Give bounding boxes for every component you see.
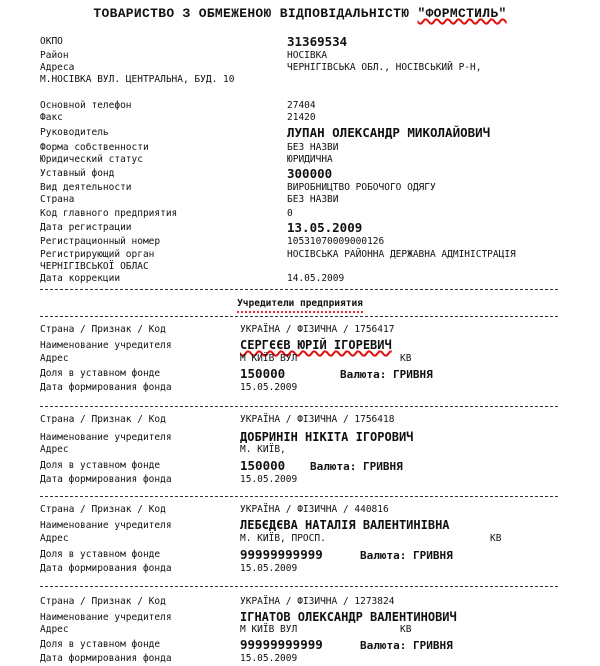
founder-country-value: УКРАЇНА / ФІЗИЧНА / 1756417 [240, 324, 395, 335]
founder-country-label: Страна / Признак / Код [40, 596, 166, 607]
separator [40, 496, 558, 497]
country-row [0, 194, 600, 207]
okpo-label: ОКПО [40, 36, 63, 47]
region-label: Район [40, 50, 69, 61]
founder-country-label: Страна / Признак / Код [40, 504, 166, 515]
founder-address-label: Адрес [40, 533, 69, 544]
founder-address-label: Адрес [40, 444, 69, 455]
director-row [0, 127, 600, 140]
activity-label: Вид деятельности [40, 182, 132, 193]
region-value: НОСІВКА [287, 50, 328, 61]
founder-4-country-row [0, 596, 600, 609]
founder-formed-value: 15.05.2009 [240, 382, 298, 393]
founder-name-label: Наименование учредителя [40, 340, 172, 351]
founder-4-address-row [0, 624, 600, 637]
founder-name-label: Наименование учредителя [40, 612, 172, 623]
founder-address-value: М КИЇВ ВУЛ [240, 353, 298, 364]
founder-country-label: Страна / Признак / Код [40, 324, 166, 335]
founder-address-label: Адрес [40, 353, 69, 364]
title-brand: "ФОРМСТИЛЬ" [417, 6, 507, 21]
address-label: Адреса [40, 62, 75, 73]
founder-share-label: Доля в уставном фонде [40, 549, 161, 560]
founders-title [0, 298, 600, 309]
country-value: БЕЗ НАЗВИ [287, 194, 339, 205]
founder-3-name-row [0, 520, 600, 533]
founder-formed-label: Дата формирования фонда [40, 474, 172, 485]
fax-value: 21420 [287, 112, 316, 123]
correction-date-row [0, 273, 600, 286]
founder-address-value: М КИЇВ ВУЛ [240, 624, 298, 635]
fax-row [0, 112, 600, 125]
founder-name-value [240, 338, 392, 352]
phone-value: 27404 [287, 100, 316, 111]
founder-share-value: 99999999999 [240, 547, 323, 562]
address-line2: М.НОСІВКА ВУЛ. ЦЕНТРАЛЬНА, БУД. 10 [40, 74, 235, 85]
founder-2-share-row [0, 460, 600, 473]
founder-country-value: УКРАЇНА / ФІЗИЧНА / 440816 [240, 504, 389, 515]
founder-address-kv: КВ [400, 624, 412, 635]
founder-currency: Валюта: ГРИВНЯ [340, 368, 433, 381]
legal-status-value: ЮРИДИЧНА [287, 154, 333, 165]
separator [40, 316, 558, 317]
okpo-row [0, 36, 600, 49]
founder-formed-value: 15.05.2009 [240, 474, 298, 485]
correction-date-value: 14.05.2009 [287, 273, 345, 284]
reg-authority-line2: ЧЕРНІГІВСЬКОЇ ОБЛАС [40, 261, 149, 272]
separator [40, 289, 558, 290]
separator [40, 586, 558, 587]
reg-date-value: 13.05.2009 [287, 220, 363, 235]
address-line1: ЧЕРНІГІВСЬКА ОБЛ., НОСІВСЬКИЙ Р-Н, [287, 62, 482, 73]
reg-number-value: 10531070009000126 [287, 236, 385, 247]
country-label: Страна [40, 194, 75, 205]
founder-formed-label: Дата формирования фонда [40, 382, 172, 393]
founder-3-share-row [0, 549, 600, 562]
document-title [0, 6, 600, 21]
ownership-value: БЕЗ НАЗВИ [287, 142, 339, 153]
parent-code-value: 0 [287, 208, 293, 219]
separator [40, 406, 558, 407]
founder-country-label: Страна / Признак / Код [40, 414, 166, 425]
founder-1-country-row [0, 324, 600, 337]
founder-address-label: Адрес [40, 624, 69, 635]
founder-currency: Валюта: ГРИВНЯ [360, 639, 453, 652]
founder-formed-value: 15.05.2009 [240, 563, 298, 574]
founder-share-label: Доля в уставном фонде [40, 368, 161, 379]
founder-address-value: М. КИЇВ, [240, 444, 286, 455]
founder-share-label: Доля в уставном фонде [40, 639, 161, 650]
founder-address-kv: КВ [490, 533, 502, 544]
founder-name-text: СЕРГЄЄВ ЮРІЙ ІГОРЕВИЧ [240, 338, 392, 352]
founder-3-address-row [0, 533, 600, 546]
ownership-label: Форма собственности [40, 142, 149, 153]
activity-value: ВИРОБНИЦТВО РОБОЧОГО ОДЯГУ [287, 182, 436, 193]
founder-address-kv: КВ [400, 353, 412, 364]
founder-1-formed-row [0, 382, 600, 395]
founder-name-label: Наименование учредителя [40, 432, 172, 443]
founder-currency: Валюта: ГРИВНЯ [360, 549, 453, 562]
capital-value: 300000 [287, 166, 333, 181]
parent-code-label: Код главного предприятия [40, 208, 178, 219]
title-prefix: ТОВАРИСТВО З ОБМЕЖЕНОЮ ВІДПОВІДАЛЬНІСТЮ [93, 6, 418, 21]
legal-status-label: Юридический статус [40, 154, 143, 165]
founder-2-address-row [0, 444, 600, 457]
founder-2-formed-row [0, 474, 600, 487]
reg-number-label: Регистрационный номер [40, 236, 161, 247]
correction-date-label: Дата коррекции [40, 273, 121, 284]
founder-country-value: УКРАЇНА / ФІЗИЧНА / 1756418 [240, 414, 395, 425]
founder-formed-value: 15.05.2009 [240, 653, 298, 664]
founder-formed-label: Дата формирования фонда [40, 653, 172, 664]
founder-share-value: 150000 [240, 366, 286, 381]
founder-name-value: ІГНАТОВ ОЛЕКСАНДР ВАЛЕНТИНОВИЧ [240, 610, 457, 624]
founder-1-address-row [0, 353, 600, 366]
founders-title-text: Учредители предприятия [237, 298, 363, 313]
founder-3-country-row [0, 504, 600, 517]
founder-share-value: 99999999999 [240, 637, 323, 652]
capital-row [0, 168, 600, 181]
director-label: Руководитель [40, 127, 109, 138]
founder-name-value: ДОБРИНІН НІКІТА ІГОРОВИЧ [240, 430, 414, 444]
capital-label: Уставный фонд [40, 168, 115, 179]
founder-formed-label: Дата формирования фонда [40, 563, 172, 574]
founder-address-value: М. КИЇВ, ПРОСП. [240, 533, 326, 544]
founder-4-formed-row [0, 653, 600, 666]
reg-number-row [0, 236, 600, 249]
founder-name-value: ЛЕБЄДЄВА НАТАЛІЯ ВАЛЕНТИНІВНА [240, 518, 450, 532]
founder-share-value: 150000 [240, 458, 286, 473]
founder-2-country-row [0, 414, 600, 427]
founder-currency: Валюта: ГРИВНЯ [310, 460, 403, 473]
phone-label: Основной телефон [40, 100, 132, 111]
fax-label: Факс [40, 112, 63, 123]
founder-1-share-row [0, 368, 600, 381]
founder-country-value: УКРАЇНА / ФІЗИЧНА / 1273824 [240, 596, 395, 607]
address-row-2 [0, 74, 600, 87]
founder-name-label: Наименование учредителя [40, 520, 172, 531]
reg-date-label: Дата регистрации [40, 222, 132, 233]
okpo-value: 31369534 [287, 34, 348, 49]
reg-authority-line1: НОСІВСЬКА РАЙОННА ДЕРЖАВНА АДМІНІСТРАЦІЯ [287, 249, 516, 260]
founder-4-share-row [0, 639, 600, 652]
reg-authority-label: Регистрирующий орган [40, 249, 155, 260]
founder-1-name-row [0, 340, 600, 353]
reg-date-row [0, 222, 600, 235]
director-value: ЛУПАН ОЛЕКСАНДР МИКОЛАЙОВИЧ [287, 125, 491, 140]
founder-3-formed-row [0, 563, 600, 576]
founder-share-label: Доля в уставном фонде [40, 460, 161, 471]
